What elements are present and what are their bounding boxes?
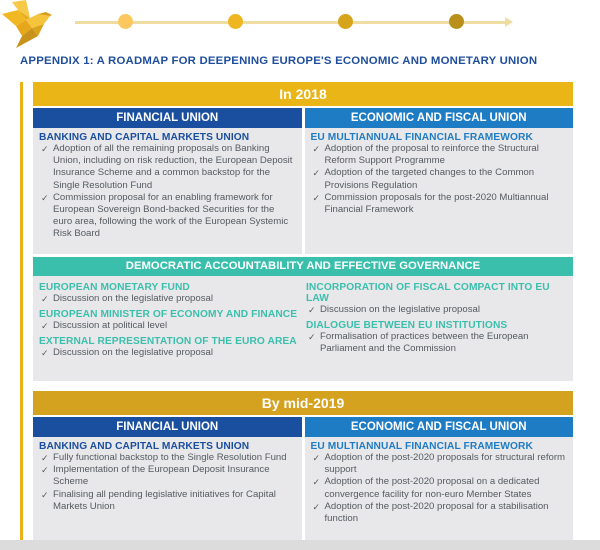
column-header: ECONOMIC AND FISCAL UNION <box>305 108 574 128</box>
check-icon: ✓ <box>41 192 49 203</box>
check-icon: ✓ <box>41 453 49 463</box>
period-2018 <box>33 82 573 381</box>
list-item: ✓ Finalising all pending legislative initiatives for Capital Markets Union <box>41 488 276 512</box>
check-icon: ✓ <box>41 321 49 332</box>
list-item: ✓ Discussion on the legislative proposal <box>41 293 213 304</box>
check-icon: ✓ <box>312 144 321 154</box>
check-icon: ✓ <box>41 348 49 359</box>
check-icon: ✓ <box>41 489 49 500</box>
governance-left-column <box>39 278 300 360</box>
timeline-line <box>75 21 505 24</box>
governance-section <box>33 257 573 381</box>
section-subtitle: INCORPORATION OF FISCAL COMPACT INTO EU LAW <box>306 282 550 304</box>
check-icon: ✓ <box>312 453 321 463</box>
check-icon: ✓ <box>312 192 321 203</box>
list-item: ✓ Commission proposals for the post-2020 Multiannual Financial Framework <box>312 191 549 216</box>
governance-header: DEMOCRATIC ACCOUNTABILITY AND EFFECTIVE GOVERNANCE <box>33 257 573 276</box>
section-subtitle: EU MULTIANNUAL FINANCIAL FRAMEWORK <box>310 132 533 143</box>
check-icon: ✓ <box>312 168 321 179</box>
timeline <box>75 17 505 27</box>
dove-icon <box>2 0 58 50</box>
list-item: ✓ Adoption of the post-2020 proposals for structural reform support <box>312 452 566 476</box>
timeline-dot <box>118 14 133 29</box>
header <box>0 0 600 55</box>
timeline-arrow-icon <box>505 17 513 27</box>
list-item: ✓ Implementation of the European Deposit Insurance Scheme <box>41 464 270 488</box>
page-title: APPENDIX 1: A ROADMAP FOR DEEPENING EUROPE'S ECONOMIC AND MONETARY UNION <box>20 55 538 67</box>
check-icon: ✓ <box>312 501 321 512</box>
section-subtitle: EUROPEAN MINISTER OF ECONOMY AND FINANCE <box>39 309 298 321</box>
economic-fiscal-union-column <box>305 417 574 543</box>
list-item: ✓ Fully functional backstop to the Single Resolution Fund <box>41 452 287 463</box>
timeline-dot <box>228 14 243 29</box>
column-header: FINANCIAL UNION <box>33 108 302 128</box>
period-header: In 2018 <box>33 82 573 106</box>
check-icon: ✓ <box>308 305 316 315</box>
section-subtitle: EU MULTIANNUAL FINANCIAL FRAMEWORK <box>310 441 533 452</box>
section-subtitle: BANKING AND CAPITAL MARKETS UNION <box>39 441 250 452</box>
list-item: ✓ Discussion on the legislative proposal <box>41 347 213 359</box>
list-item: ✓ Adoption of all the remaining proposals on Banking Union, including on risk reduction, the European Deposit Insurance Scheme and a common backstop for the Single Resolution Fund <box>41 143 293 191</box>
governance-right-column <box>300 278 567 360</box>
check-icon: ✓ <box>308 332 316 343</box>
financial-union-column <box>33 417 302 543</box>
check-icon: ✓ <box>41 465 49 476</box>
list-item: ✓ Formalisation of practices between the European Parliament and the Commission <box>308 331 529 355</box>
period-header: By mid-2019 <box>33 391 573 415</box>
section-subtitle: DIALOGUE BETWEEN EU INSTITUTIONS <box>306 320 508 332</box>
timeline-dot <box>338 14 353 29</box>
period-columns <box>33 417 573 543</box>
check-icon: ✓ <box>41 144 49 154</box>
list-item: ✓ Adoption of the post-2020 proposal on a dedicated convergence facility for non-euro Member States <box>312 476 540 500</box>
economic-fiscal-union-column <box>305 108 574 254</box>
section-subtitle: BANKING AND CAPITAL MARKETS UNION <box>39 132 250 143</box>
column-header: FINANCIAL UNION <box>33 417 302 437</box>
check-icon: ✓ <box>41 294 49 304</box>
column-header: ECONOMIC AND FISCAL UNION <box>305 417 574 437</box>
section-subtitle: EUROPEAN MONETARY FUND <box>39 282 190 293</box>
timeline-dot <box>449 14 464 29</box>
list-item: ✓ Discussion on the legislative proposal <box>308 304 480 315</box>
period-mid-2019 <box>33 391 573 543</box>
period-columns <box>33 108 573 254</box>
list-item: ✓ Commission proposal for an enabling framework for European Sovereign Bond-backed Securities for the euro area, following the work of the European Systemic Risk Board <box>41 191 289 240</box>
list-item: ✓ Adoption of the post-2020 proposal for a stabilisation function <box>312 500 549 525</box>
page-bottom-edge <box>0 540 600 550</box>
list-item: ✓ Adoption of the proposal to reinforce the Structural Reform Support Programme <box>312 143 539 167</box>
check-icon: ✓ <box>312 477 321 488</box>
list-item: ✓ Adoption of the targeted changes to the Common Provisions Regulation <box>312 167 535 191</box>
accent-bar <box>20 82 23 544</box>
section-subtitle: EXTERNAL REPRESENTATION OF THE EURO AREA <box>39 336 297 348</box>
financial-union-column <box>33 108 302 254</box>
list-item: ✓ Discussion at political level <box>41 320 168 332</box>
